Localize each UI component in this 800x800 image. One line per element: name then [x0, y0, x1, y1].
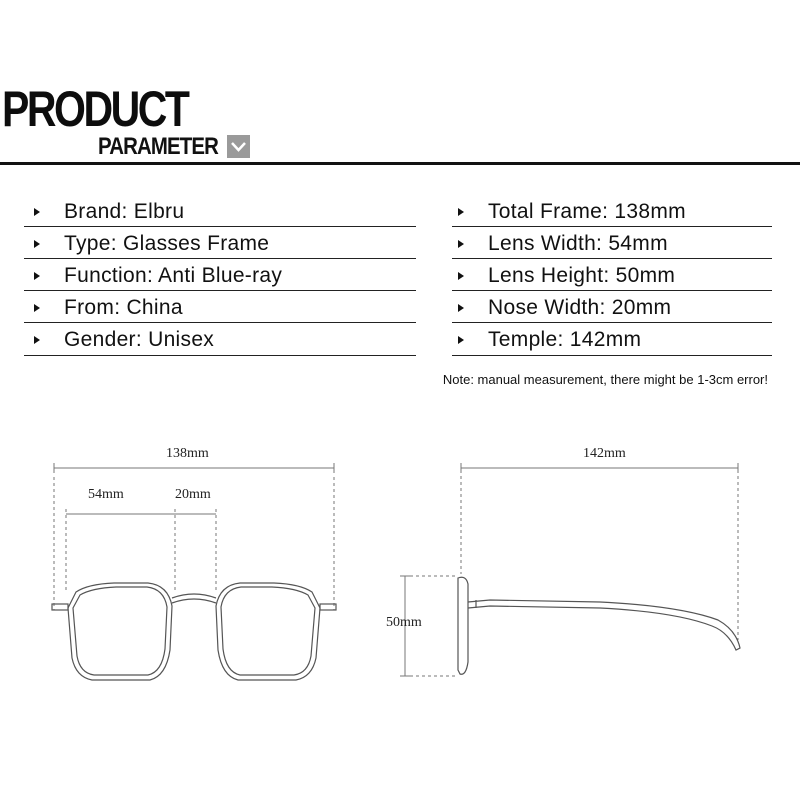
label-lens-width: 54mm — [88, 487, 124, 502]
glasses-side-view — [458, 577, 740, 674]
spec-label: Total Frame: 138mm — [488, 200, 686, 223]
label-total-frame: 138mm — [166, 446, 209, 461]
spec-label: Function: Anti Blue-ray — [64, 264, 283, 287]
measurement-note: Note: manual measurement, there might be 1-3cm error! — [442, 372, 768, 387]
spec-label: Temple: 142mm — [488, 328, 642, 351]
label-lens-height: 50mm — [386, 615, 422, 630]
glasses-front-view — [52, 583, 336, 680]
page-subtitle: PARAMETER — [98, 133, 219, 160]
spec-label: Nose Width: 20mm — [488, 296, 672, 319]
spec-label: Lens Height: 50mm — [488, 264, 676, 287]
spec-label: From: China — [64, 296, 183, 319]
spec-label: Type: Glasses Frame — [64, 232, 270, 255]
spec-label: Gender: Unisex — [64, 328, 215, 351]
label-nose-width: 20mm — [175, 487, 211, 502]
page-title: PRODUCT — [2, 81, 188, 137]
label-temple: 142mm — [583, 446, 626, 461]
spec-label: Lens Width: 54mm — [488, 232, 668, 255]
spec-label: Brand: Elbru — [64, 200, 185, 223]
